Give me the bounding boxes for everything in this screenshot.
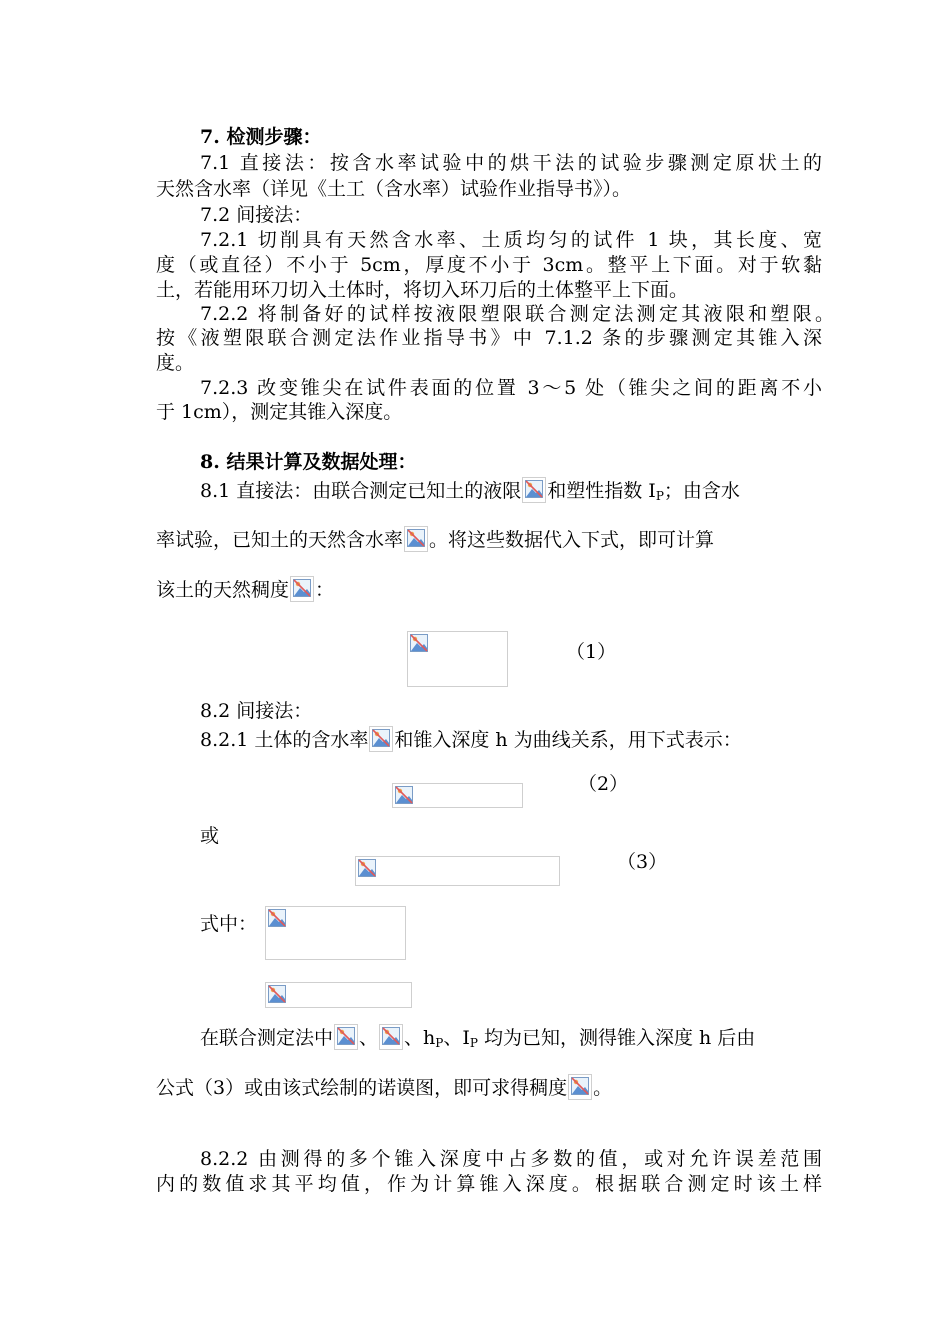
text-line: 度（或直径）不小于 5cm，厚度不小于 3cm。整平上下面。对于软黏 — [156, 254, 822, 276]
text-line: 按《液塑限联合测定法作业指导书》中 7.1.2 条的步骤测定其锥入深 — [156, 327, 822, 349]
image-placeholder-icon — [525, 480, 543, 498]
text-line: 8.2 间接法： — [200, 700, 313, 722]
text-line: 内的数值求其平均值，作为计算锥入深度。根据联合测定时该土样 — [156, 1173, 822, 1195]
broken-image-icon — [410, 634, 428, 652]
broken-image-icon — [404, 526, 428, 552]
text-line: 土，若能用环刀切入土体时，将切入环刀后的土体整平上下面。 — [156, 279, 689, 301]
broken-image-icon — [369, 726, 393, 752]
broken-image-icon — [358, 859, 376, 877]
text-line — [200, 1024, 755, 1048]
text-span: 率试验，已知土的天然含水率 — [156, 529, 404, 551]
text-span: 、h — [404, 1027, 436, 1049]
broken-image-icon — [268, 985, 286, 1003]
text-span: 和塑性指数 I — [547, 480, 656, 502]
subscript: P — [435, 1036, 444, 1050]
text-span: 8.1 直接法：由联合测定已知土的液限 — [200, 480, 522, 502]
text-line: 8.2.2 由测得的多个锥入深度中占多数的值，或对允许误差范围 — [200, 1148, 822, 1170]
text-line: 度。 — [156, 352, 195, 374]
variable-definition-image — [265, 982, 412, 1008]
text-line: 7.2.3 改变锥尖在试件表面的位置 3～5 处（锥尖之间的距离不小 — [200, 377, 822, 399]
broken-image-icon — [395, 786, 413, 804]
broken-image-icon — [568, 1074, 592, 1100]
subscript: P — [469, 1036, 478, 1050]
text-span: 公式（3）或由该式绘制的诺谟图，即可求得稠度 — [156, 1077, 568, 1099]
equation-1-image — [407, 631, 508, 687]
text-span: 在联合测定法中 — [200, 1027, 334, 1049]
text-line — [200, 726, 742, 750]
text-span: 该土的天然稠度 — [156, 579, 290, 601]
text-span: 。 — [593, 1077, 613, 1099]
image-placeholder-icon — [571, 1077, 589, 1095]
text-line: 7.1 直接法：按含水率试验中的烘干法的试验步骤测定原状土的 — [200, 152, 822, 174]
text-span: 8.2.1 土体的含水率 — [200, 729, 369, 751]
image-placeholder-icon — [293, 579, 311, 597]
image-placeholder-icon — [372, 729, 390, 747]
section-7-title: 7. 检测步骤： — [200, 126, 322, 148]
broken-image-icon — [268, 909, 286, 927]
text-line — [156, 1074, 612, 1098]
variable-definition-image — [265, 906, 406, 960]
text-span: 、 — [359, 1027, 379, 1049]
text-span: 、I — [443, 1027, 470, 1049]
subscript: P — [655, 489, 664, 503]
text-line: 天然含水率（详见《土工（含水率）试验作业指导书》）。 — [156, 178, 632, 200]
text-line: 7.2 间接法： — [200, 204, 313, 226]
text-span: ；由含水 — [663, 480, 740, 502]
equation-number: （2） — [578, 773, 629, 795]
text-span: ： — [315, 579, 335, 601]
text-span: 均为已知，测得锥入深度 h 后由 — [477, 1027, 756, 1049]
text-line: 7.2.1 切削具有天然含水率、土质均匀的试件 1 块，其长度、宽 — [200, 229, 822, 251]
text-line: 于 1cm），测定其锥入深度。 — [156, 401, 403, 423]
text-line — [200, 477, 740, 501]
broken-image-icon — [290, 576, 314, 602]
image-placeholder-icon — [407, 529, 425, 547]
section-8-title: 8. 结果计算及数据处理： — [200, 451, 417, 473]
text-span: 和锥入深度 h 为曲线关系，用下式表示： — [394, 729, 742, 751]
broken-image-icon — [522, 477, 546, 503]
text-span: 。将这些数据代入下式，即可计算 — [429, 529, 715, 551]
image-placeholder-icon — [337, 1027, 355, 1045]
text-line: 7.2.2 将制备好的试样按液限塑限联合测定法测定其液限和塑限。 — [200, 303, 834, 325]
image-placeholder-icon — [382, 1027, 400, 1045]
equation-2-image — [392, 783, 523, 808]
equation-3-image — [355, 856, 560, 886]
equation-number: （3） — [617, 851, 668, 873]
text-line — [156, 526, 714, 550]
broken-image-icon — [379, 1024, 403, 1050]
text-line — [156, 576, 334, 600]
equation-number: （1） — [566, 641, 617, 663]
broken-image-icon — [334, 1024, 358, 1050]
text-line: 式中： — [200, 913, 258, 935]
text-line: 或 — [200, 825, 220, 847]
